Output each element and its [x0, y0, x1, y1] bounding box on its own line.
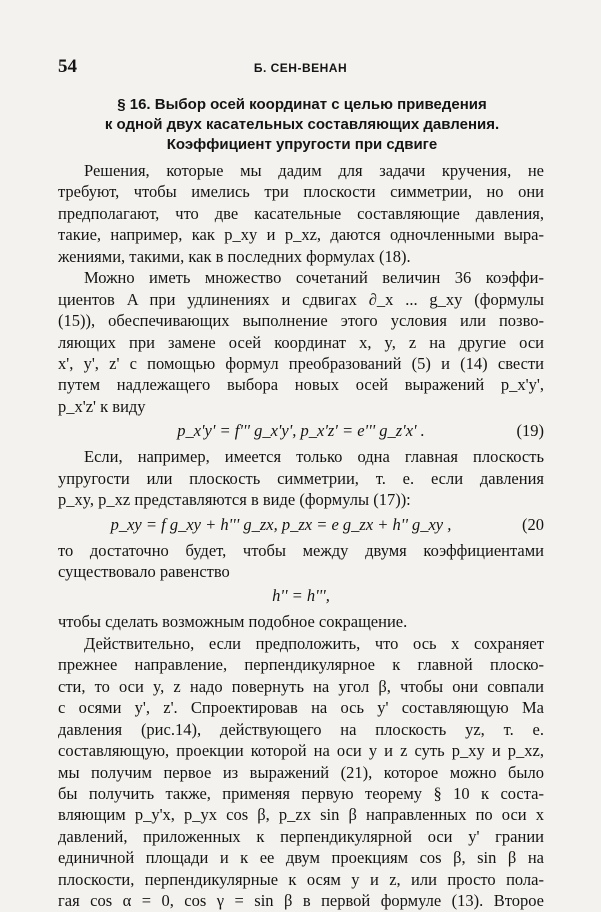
text-line: Можно иметь множество сочетаний величин 36 коэффи- — [84, 268, 544, 288]
formula-expression: p_xy = f g_xy + h''' g_zx, p_zx = e g_zx + h'' g_xy , — [110, 514, 452, 534]
text-line: такие, например, как p_xy и p_xz, даются одночленными выра- — [58, 225, 544, 245]
paragraph — [58, 446, 544, 510]
paragraph — [58, 611, 544, 632]
formula-20 — [58, 513, 544, 537]
text-line: циентов A при удлинениях и сдвигах ∂_x ... g_xy (формулы — [58, 289, 544, 309]
section-heading-line: к одной двух касательных составляющих давления. — [104, 116, 500, 133]
text-line: требуют, чтобы имелись три плоскости симметрии, но они — [58, 182, 544, 202]
formula-equality — [58, 584, 544, 608]
paragraph — [58, 160, 544, 267]
text-line: единичной площади и к ее двум проекциям cos β, sin β на — [58, 848, 544, 868]
text-line: предполагают, что две касательные составляющие давления, — [58, 203, 544, 223]
text-line: Решения, которые мы дадим для задачи кручения, не — [84, 161, 544, 180]
text-line: Если, например, имеется только одна главная плоскость — [84, 447, 544, 467]
text-line: упругости или плоскость симметрии, т. е. если давления — [58, 468, 544, 488]
text-line: давления (рис.14), действующего на плоскость yz, т. е. — [58, 719, 544, 739]
text-line: бы получить также, применяя первую теорему § 10 к соста- — [58, 783, 544, 803]
paragraph — [58, 633, 544, 912]
paragraph — [58, 540, 544, 583]
text-line: ляющих при замене осей координат x, y, z на другие оси — [58, 332, 544, 352]
text-line: прежнее направление, перпендикулярное к главной плоско- — [58, 655, 544, 675]
formula-expression: h'' = h''', — [272, 586, 330, 606]
equation-number: (20 — [522, 514, 544, 534]
text-line: гая cos α = 0, cos γ = sin β в первой формуле (13). Второе — [58, 891, 544, 911]
section-heading-line: § 16. Выбор осей координат с целью приведения — [117, 96, 487, 113]
text-line: с осями y', z'. Спроектировав на ось y' составляющую Ma — [58, 698, 544, 718]
text-line: Действительно, если предположить, что ось x сохраняет — [84, 633, 544, 653]
text-line: мы получим первое из выражений (21), которое можно было — [58, 762, 544, 782]
formula-expression: p_x'y' = f''' g_x'y', p_x'z' = e''' g_z'x' . — [177, 421, 425, 441]
text-line: x', y', z' с помощью формул преобразований (5) и (14) свести — [58, 353, 544, 373]
section-heading-line: Коэффициент упругости при сдвиге — [166, 136, 438, 153]
text-line: чтобы сделать возможным подобное сокращение. — [58, 612, 408, 632]
body-text — [58, 160, 544, 912]
text-line: p_x'z' к виду — [58, 396, 146, 416]
paragraph — [58, 267, 544, 417]
text-line: путем надлежащего выбора новых осей выражений p_x'y', — [58, 375, 544, 395]
section-heading — [60, 95, 544, 155]
formula-19 — [58, 419, 544, 443]
text-line: существовало равенство — [58, 562, 230, 581]
text-line: жениями, такими, как в последних формулах (18). — [58, 246, 411, 266]
text-line: сти, то оси y, z надо повернуть на угол β, чтобы они совпали — [58, 676, 544, 696]
text-line: плоскости, перпендикулярные к осям y и z, или просто пола- — [58, 869, 544, 889]
text-line: то достаточно будет, чтобы между двумя коэффициентами — [58, 540, 544, 560]
text-line: составляющую, проекции которой на оси y и z суть p_xy и p_xz, — [58, 741, 544, 761]
text-line: давлений, приложенных к перпендикулярной оси y' грании — [58, 826, 544, 846]
text-line: (15)), обеспечивающих выполнение этого условия или позво- — [58, 311, 544, 331]
page-number: 54 — [58, 56, 77, 77]
text-line: p_xy, p_xz представляются в виде (формулы (17)): — [58, 490, 411, 510]
running-head: Б. СЕН-ВЕНАН — [253, 61, 348, 75]
text-line: вляющим p_y'x, p_yx cos β, p_zx sin β направленных по оси x — [58, 805, 544, 825]
equation-number: (19) — [516, 421, 544, 441]
